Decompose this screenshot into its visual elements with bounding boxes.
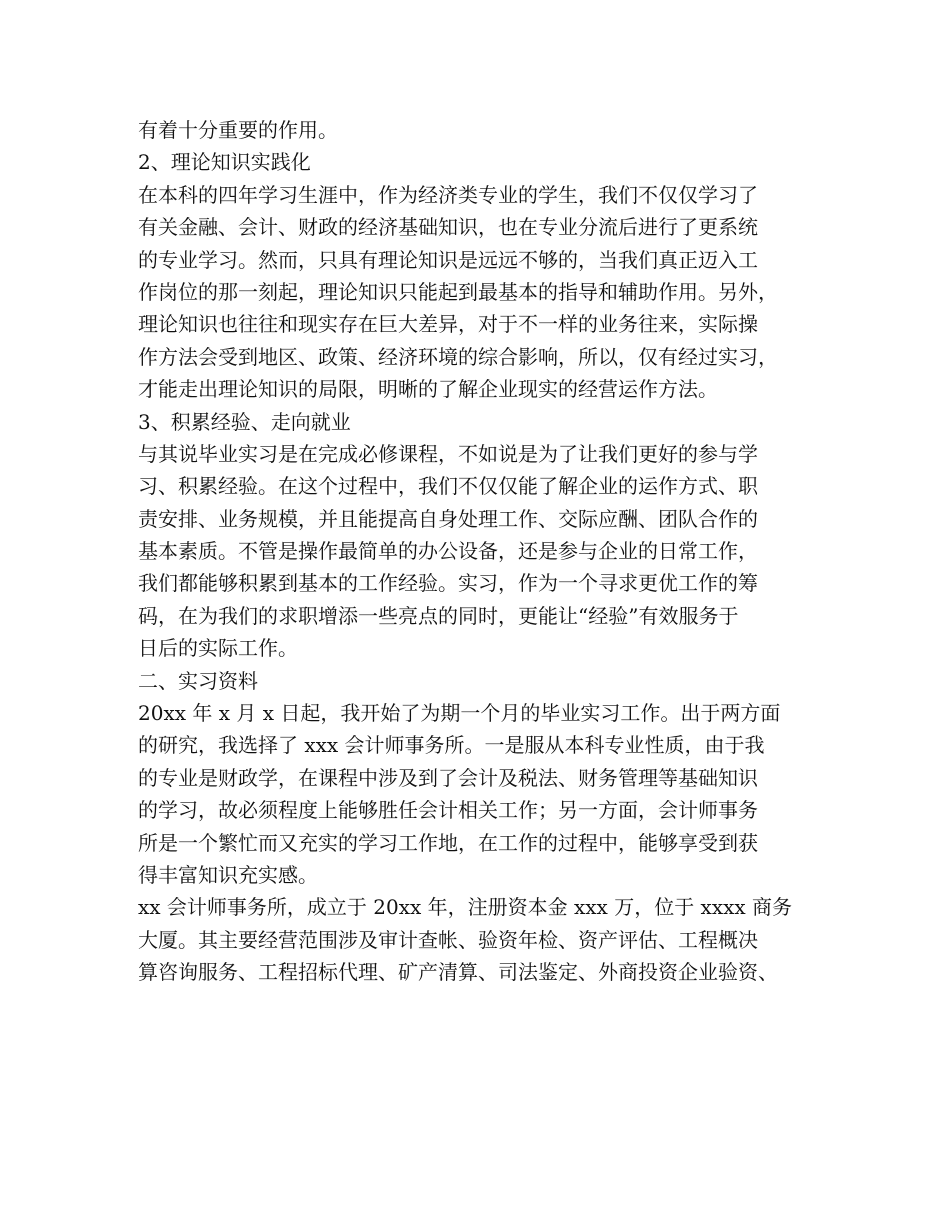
text-line: 的学习，故必须程度上能够胜任会计相关工作；另一方面，会计师事务 (138, 798, 758, 823)
text-line: 的研究，我选择了 xxx 会计师事务所。一是服从本科专业性质，由于我 (138, 733, 765, 758)
text-line: 大厦。其主要经营范围涉及审计查帐、验资年检、资产评估、工程概决 (138, 927, 758, 952)
text-line: 作岗位的那一刻起，理论知识只能起到最基本的指导和辅助作用。另外， (138, 279, 778, 304)
text-line: 的专业是财政学，在课程中涉及到了会计及税法、财务管理等基础知识 (138, 765, 758, 790)
text-line: 算咨询服务、工程招标代理、矿产清算、司法鉴定、外商投资企业验资、 (138, 960, 778, 985)
text-line: 得丰富知识充实感。 (138, 862, 318, 887)
text-line: 与其说毕业实习是在完成必修课程，不如说是为了让我们更好的参与学 (138, 441, 758, 466)
section-heading: 3、积累经验、走向就业 (138, 409, 351, 434)
section-heading: 2、理论知识实践化 (138, 150, 311, 175)
text-line: 责安排、业务规模，并且能提高自身处理工作、交际应酬、团队合作的 (138, 506, 758, 531)
text-line: 有着十分重要的作用。 (138, 118, 338, 142)
text-line: 20xx 年 x 月 x 日起，我开始了为期一个月的毕业实习工作。出于两方面 (138, 701, 781, 726)
text-line: 有关金融、会计、财政的经济基础知识，也在专业分流后进行了更系统 (138, 215, 758, 240)
text-line: 基本素质。不管是操作最简单的办公设备，还是参与企业的日常工作， (138, 539, 758, 564)
text-line: 才能走出理论知识的局限，明晰的了解企业现实的经营运作方法。 (138, 377, 718, 402)
text-line: 习、积累经验。在这个过程中，我们不仅仅能了解企业的运作方式、职 (138, 474, 758, 499)
text-line: 我们都能够积累到基本的工作经验。实习，作为一个寻求更优工作的筹 (138, 571, 758, 596)
text-line: 作方法会受到地区、政策、经济环境的综合影响，所以，仅有经过实习， (138, 344, 778, 369)
section-heading: 二、实习资料 (138, 668, 258, 693)
text-line: 码，在为我们的求职增添一些亮点的同时，更能让“经验”有效服务于 (138, 603, 739, 628)
text-line: 的专业学习。然而，只具有理论知识是远远不够的，当我们真正迈入工 (138, 247, 758, 272)
text-line: 在本科的四年学习生涯中，作为经济类专业的学生，我们不仅仅学习了 (138, 182, 758, 207)
document-body (138, 114, 828, 989)
text-line: 日后的实际工作。 (138, 636, 298, 661)
text-line: xx 会计师事务所，成立于 20xx 年，注册资本金 xxx 万，位于 xxxx 商务 (138, 895, 793, 920)
text-line: 理论知识也往往和现实存在巨大差异，对于不一样的业务往来，实际操 (138, 312, 758, 337)
text-line: 所是一个繁忙而又充实的学习工作地，在工作的过程中，能够享受到获 (138, 830, 758, 855)
